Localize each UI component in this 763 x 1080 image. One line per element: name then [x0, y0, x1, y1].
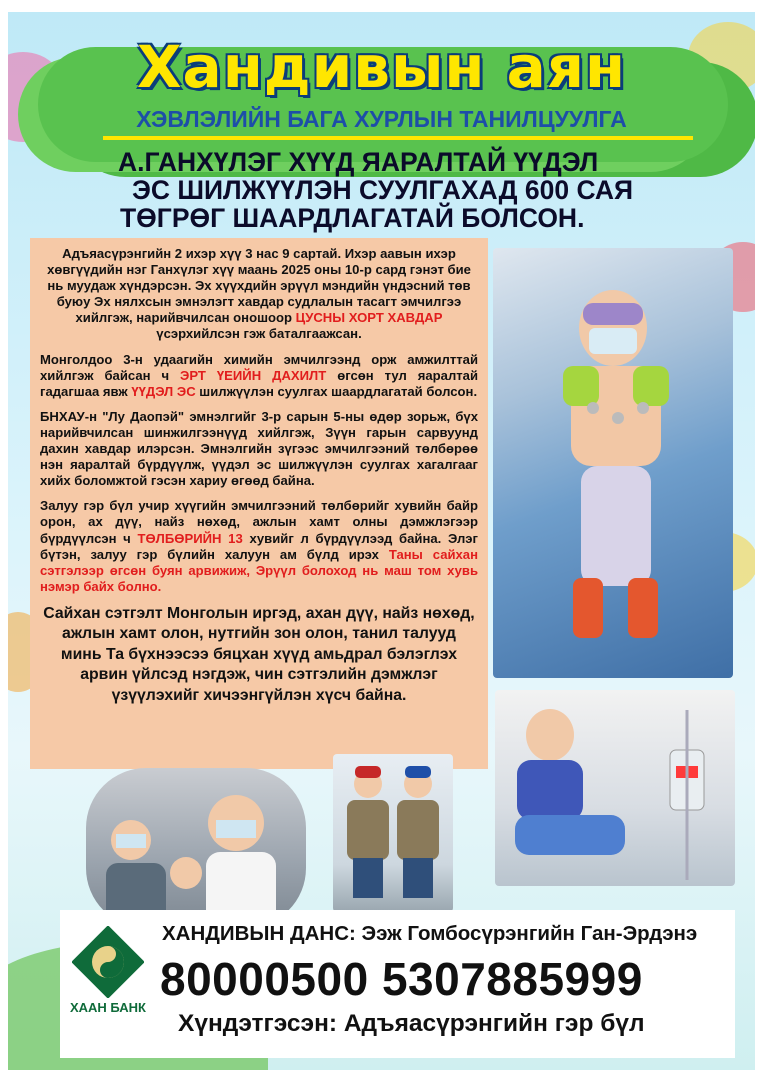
paragraph-diagnosis: Адъяасүрэнгийн 2 ихэр хүү 3 нас 9 сартай. Ихэр аавын ихэр хөвгүүдийн нэг Ганхүлэг хүү маань 2025 оны 10-р сард гэнэт бие нь муудаж хүндэрсэн. Эх хүүхдийн эрүүл мэндийн үндэсний төв буюу Эх нялхсын эмнэлэгт хавдар судлалын тасагт эмчилгээ хийлгэж, нарийвчилсан оношоор ЦУСНЫ ХОРТ ХАВДАР үсэрхийлсэн гэж баталгаажсан. [47, 246, 471, 342]
story-text-box [30, 238, 488, 769]
photo-child-with-iv-pump [495, 690, 735, 886]
page-subtitle: ХЭВЛЭЛИЙН БАГА ХУРЛЫН ТАНИЛЦУУЛГА [136, 106, 627, 132]
donation-account-panel [60, 910, 735, 1058]
account-holder-line: ХАНДИВЫН ДАНС: Ээж Гомбосүрэнгийн Ган-Эрдэнэ [162, 922, 698, 945]
family-illustration [86, 768, 306, 928]
headline-line: ТӨГРӨГ ШААРДЛАГАТАЙ БОЛСОН. [120, 203, 585, 233]
account-numbers: 80000500 5307885999 [160, 953, 643, 1005]
paragraph-appeal: Сайхан сэтгэлт Монголын иргэд, ахан дүү, найз нөхөд, ажлын хамт олон, нутгийн зон олон, танил талууд минь Та бүхнээсээ бяцхан хүүд амьдрал бэлэглэх арвин үйлсэд нэгдэж, чин сэтгэлийн дэмжлэг үзүүлэхийг хичээнгүйлэн хүсч байна. [43, 604, 475, 704]
subtitle-underline [103, 136, 693, 140]
headline-line: ЭС ШИЛЖҮҮЛЭН СУУЛГАХАД 600 САЯ [132, 175, 634, 205]
child-iv-illustration [495, 690, 735, 886]
photo-family [86, 768, 306, 928]
paragraph-hospital: БНХАУ-н "Лу Даопэй" эмнэлгийг 3-р сарын 5-ны өдөр зорьж, бүх нарийвчилсан шинжилгээнүүд хийлгэж, Зүүн гарын сарвуунд дахин хавдар илэрсэн. Эмнэлгийн зүгээс эмчилгээний төлбөрөө нэн яаралтай бүрдүүлж, үүдэл эс шилжүүлэн суулгах хагалгааг хийх боломжтой гэсэн хариу өгөөд байна. [40, 408, 478, 489]
khan-bank-logo-icon [72, 926, 144, 998]
photo-child-hospital-bed [493, 248, 733, 678]
signature-line: Хүндэтгэсэн: Адъяасүрэнгийн гэр бүл [178, 1010, 645, 1037]
photo-twins [333, 754, 453, 912]
paragraph-relapse: Монголдоо 3-н удаагийн химийн эмчилгээнд орж амжилттай хийлгэж байсан ч ЭРТ ҮЕИЙН ДАХИЛТ өгсөн тул яаралтай гадагшаа явж ҮҮДЭЛ ЭС шилжүүлэн суулгах шаардлагатай болсон. [40, 351, 479, 399]
bank-name: ХААН БАНК [69, 1000, 146, 1015]
page-title: Хандивын аян [136, 33, 627, 101]
headline-line: А.ГАНХҮЛЭГ ХҮҮД ЯАРАЛТАЙ ҮҮДЭЛ [118, 147, 599, 177]
twins-illustration [333, 754, 453, 912]
poster [8, 12, 755, 1070]
paragraph-funding: Залуу гэр бүл учир хүүгийн эмчилгээний төлбөрийг хувийн байр орон, ах дүү, найз нөхөд, ажлын хамт олны дэмжлэгээр бүрдүүлсэн ч ТӨЛБӨРИЙН 13 хувийг л бүрдүүлээд байна. Элэг бүтэн, залуу гэр бүлийн халуун ам бүлд ирэх Таны сайхан сэтгэлээр өгсөн буян арвижиж, Эрүүл болоход нь маш том хувь нэмэр байх болно. [40, 498, 479, 594]
headline [118, 148, 718, 232]
child-figure-illustration [493, 248, 733, 678]
